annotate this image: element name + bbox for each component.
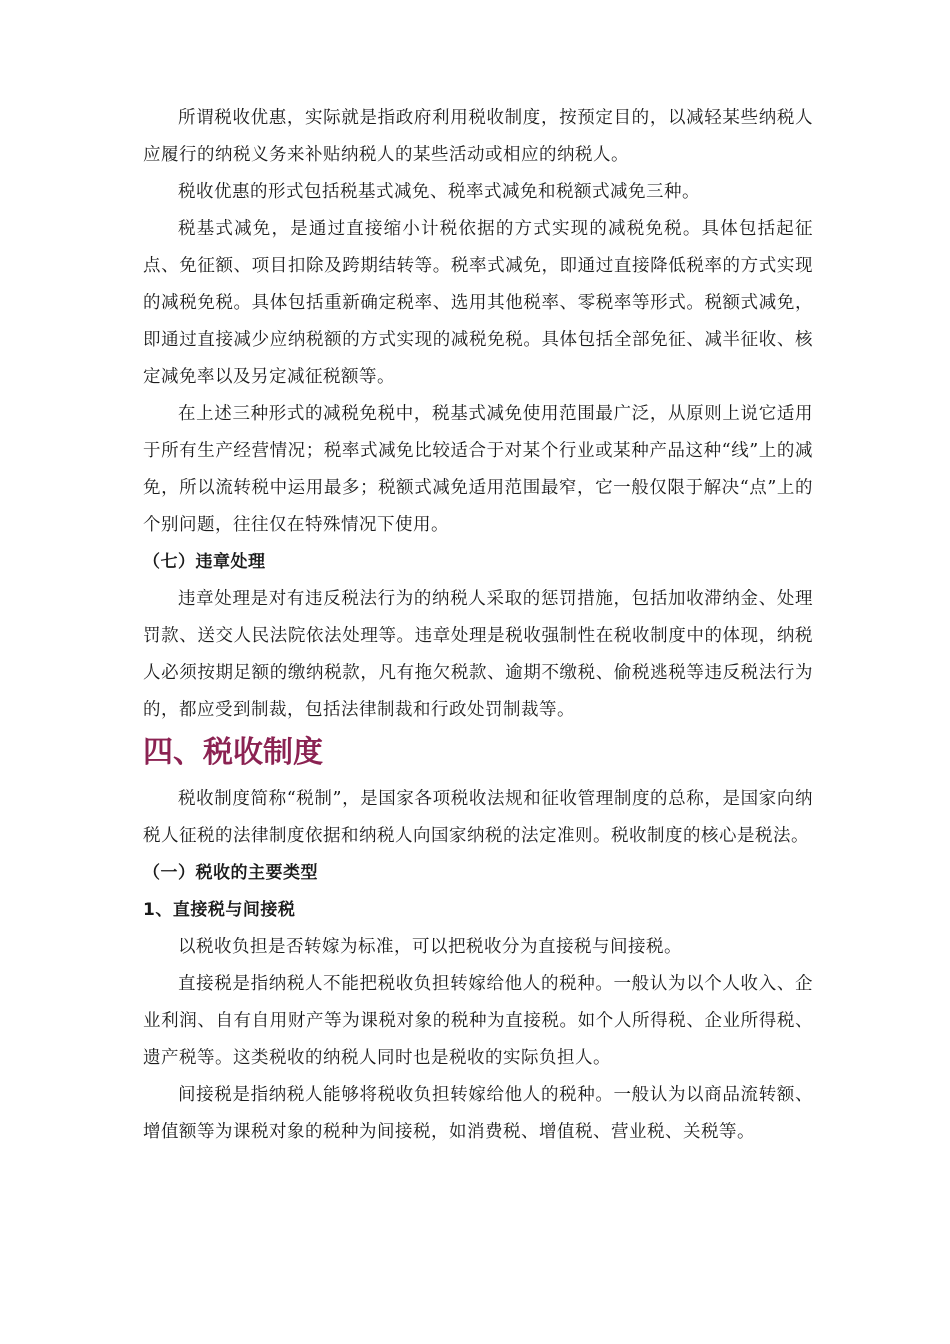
heading-direct-indirect-tax: 1、直接税与间接税	[143, 900, 296, 920]
paragraph-violation-handling: 违章处理是对有违反税法行为的纳税人采取的惩罚措施，包括加收滞纳金、处理罚款、送交人民法院依法处理等。违章处理是税收强制性在税收制度中的体现，纳税人必须按期足额的缴纳税款，凡有拖欠税款、逾期不缴税、偷税逃税等违反税法行为的，都应受到制裁，包括法律制裁和行政处罚制裁等。	[143, 589, 813, 720]
heading-main-tax-types: （一）税收的主要类型	[143, 863, 318, 883]
paragraph-reduction-scope: 在上述三种形式的减税免税中，税基式减免使用范围最广泛，从原则上说它适用于所有生产经营情况；税率式减免比较适合于对某个行业或某种产品这种“线”上的减免，所以流转税中运用最多；税额式减免适用范围最窄，它一般仅限于解决“点”上的个别问题，往往仅在特殊情况下使用。	[143, 404, 813, 535]
paragraph-direct-tax: 直接税是指纳税人不能把税收负担转嫁给他人的税种。一般认为以个人收入、企业利润、自有自用财产等为课税对象的税种为直接税。如个人所得税、企业所得税、遗产税等。这类税收的纳税人同时也是税收的实际负担人。	[143, 974, 813, 1068]
paragraph-tax-preference-definition: 所谓税收优惠，实际就是指政府利用税收制度，按预定目的，以减轻某些纳税人应履行的纳税义务来补贴纳税人的某些活动或相应的纳税人。	[143, 108, 813, 165]
paragraph-indirect-tax: 间接税是指纳税人能够将税收负担转嫁给他人的税种。一般认为以商品流转额、增值额等为课税对象的税种为间接税，如消费税、增值税、营业税、关税等。	[143, 1085, 813, 1142]
paragraph-reduction-types: 税基式减免，是通过直接缩小计税依据的方式实现的减税免税。具体包括起征点、免征额、项目扣除及跨期结转等。税率式减免，即通过直接降低税率的方式实现的减税免税。具体包括重新确定税率、选用其他税率、零税率等形式。税额式减免，即通过直接减少应纳税额的方式实现的减税免税。具体包括全部免征、减半征收、核定减免率以及另定减征税额等。	[143, 219, 813, 387]
paragraph-classification-standard: 以税收负担是否转嫁为标准，可以把税收分为直接税与间接税。	[178, 937, 682, 957]
paragraph-preference-forms: 税收优惠的形式包括税基式减免、税率式减免和税额式减免三种。	[178, 182, 700, 202]
heading-violation-handling: （七）违章处理	[143, 552, 266, 572]
paragraph-tax-system-definition: 税收制度简称“税制”，是国家各项税收法规和征收管理制度的总称，是国家向纳税人征税的法律制度依据和纳税人向国家纳税的法定准则。税收制度的核心是税法。	[143, 789, 813, 846]
heading-tax-system: 四、税收制度	[143, 735, 323, 770]
page-content	[143, 100, 813, 1151]
